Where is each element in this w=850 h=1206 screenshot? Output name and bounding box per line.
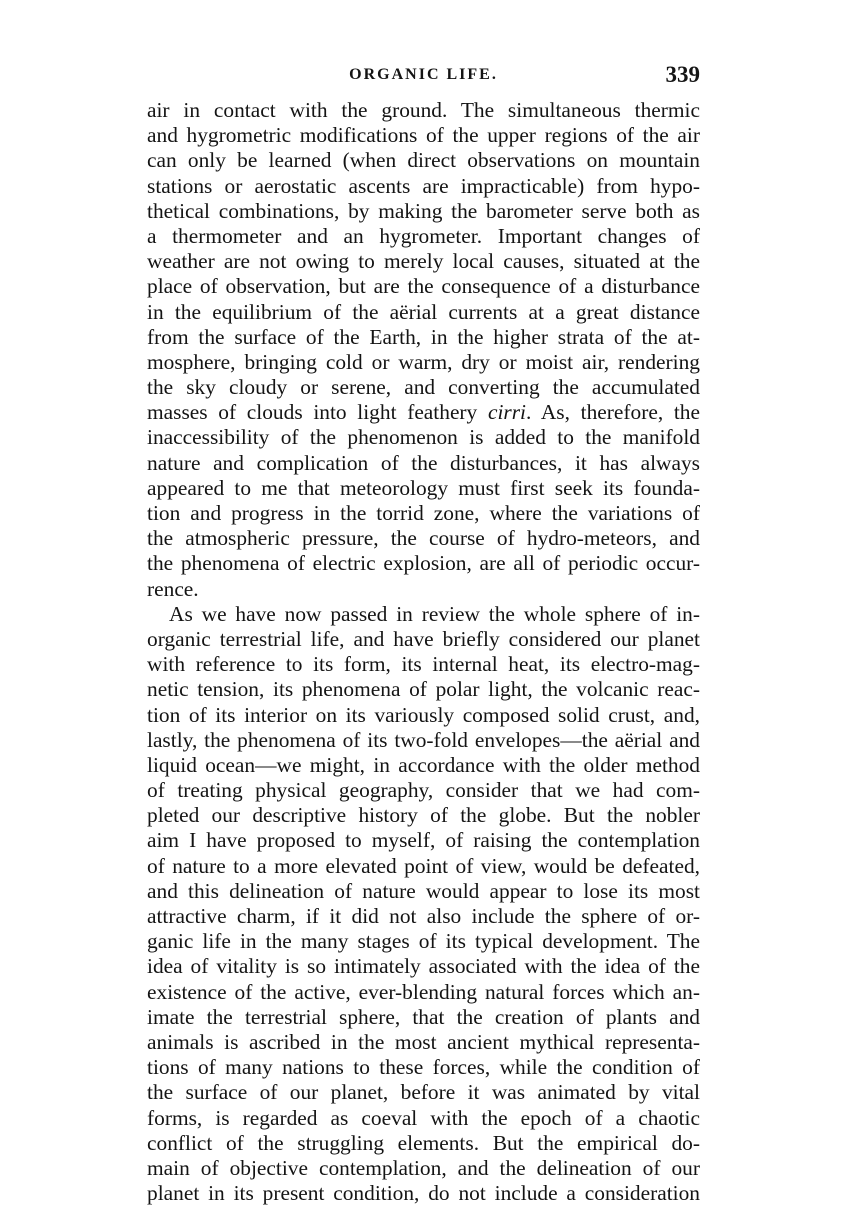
text-line: nature and complication of the disturbances, it has always — [147, 450, 700, 475]
text-line: aim I have proposed to myself, of raising the contemplation — [147, 828, 700, 853]
text-line: a thermometer and an hygrometer. Important changes of — [147, 223, 700, 248]
text-line: idea of vitality is so intimately associated with the idea of the — [147, 954, 700, 979]
text-line: rence. — [147, 576, 199, 601]
text-line: the surface of our planet, before it was animated by vital — [147, 1080, 700, 1105]
text-line: masses of clouds into light feathery cirri. As, therefore, the — [147, 400, 700, 425]
text-line: ganic life in the many stages of its typical development. The — [147, 929, 700, 954]
text-line: the sky cloudy or serene, and converting the accumulated — [147, 375, 700, 400]
text-line: with reference to its form, its internal heat, its electro-mag- — [147, 652, 700, 677]
text-line: weather are not owing to merely local causes, situated at the — [147, 249, 700, 274]
text-line: and hygrometric modifications of the upper regions of the air — [147, 123, 700, 148]
text-line: of treating physical geography, consider that we had com- — [147, 778, 700, 803]
text-line: the atmospheric pressure, the course of hydro-meteors, and — [147, 526, 700, 551]
text-line: mosphere, bringing cold or warm, dry or moist air, rendering — [147, 349, 700, 374]
page-number: 339 — [665, 62, 700, 87]
text-line: planet in its present condition, do not include a consideration — [147, 1181, 700, 1206]
text-line: pleted our descriptive history of the globe. But the nobler — [147, 803, 700, 828]
text-line: can only be learned (when direct observations on mountain — [147, 148, 700, 173]
text-line: inaccessibility of the phenomenon is added to the manifold — [147, 425, 700, 450]
text-line: tion and progress in the torrid zone, where the variations of — [147, 501, 700, 525]
text-line: from the surface of the Earth, in the higher strata of the at- — [147, 324, 700, 349]
text-line: place of observation, but are the consequence of a disturbance — [147, 274, 700, 299]
text-line: conflict of the struggling elements. But the empirical do- — [147, 1130, 700, 1155]
paragraph — [147, 98, 700, 602]
running-head — [147, 62, 700, 92]
text-line: imate the terrestrial sphere, that the creation of plants and — [147, 1004, 700, 1029]
text-line: of nature to a more elevated point of view, would be defeated, — [147, 853, 700, 878]
text-line: forms, is regarded as coeval with the epoch of a chaotic — [147, 1105, 700, 1130]
text-line: thetical combinations, by making the barometer serve both as — [147, 198, 700, 223]
text-line: netic tension, its phenomena of polar light, the volcanic reac- — [147, 677, 700, 702]
text-line: main of objective contemplation, and the delineation of our — [147, 1155, 700, 1180]
text-line: tion of its interior on its variously composed solid crust, and, — [147, 702, 700, 727]
text-line: the phenomena of electric explosion, are all of periodic occur- — [147, 551, 700, 576]
paragraph — [147, 602, 700, 1206]
running-title: ORGANIC LIFE. — [349, 66, 498, 83]
text-line: existence of the active, ever-blending natural forces which an- — [147, 979, 700, 1004]
text-line: appeared to me that meteorology must first seek its founda- — [147, 475, 700, 500]
text-line: in the equilibrium of the aërial currents at a great distance — [147, 299, 700, 324]
text-line: animals is ascribed in the most ancient mythical representa- — [147, 1029, 700, 1054]
text-line: liquid ocean—we might, in accordance with the older method — [147, 752, 700, 777]
body-text — [147, 98, 700, 1206]
text-line: and this delineation of nature would appear to lose its most — [147, 878, 700, 903]
text-line: organic terrestrial life, and have briefly considered our planet — [147, 626, 700, 651]
text-line: As we have now passed in review the whole sphere of in- — [169, 601, 700, 626]
text-line: air in contact with the ground. The simultaneous thermic — [147, 98, 700, 122]
text-line: stations or aerostatic ascents are impracticable) from hypo- — [147, 173, 700, 198]
text-line: lastly, the phenomena of its two-fold envelopes—the aërial and — [147, 727, 700, 752]
text-line: tions of many nations to these forces, while the condition of — [147, 1055, 700, 1080]
text-line: attractive charm, if it did not also include the sphere of or- — [147, 904, 700, 928]
